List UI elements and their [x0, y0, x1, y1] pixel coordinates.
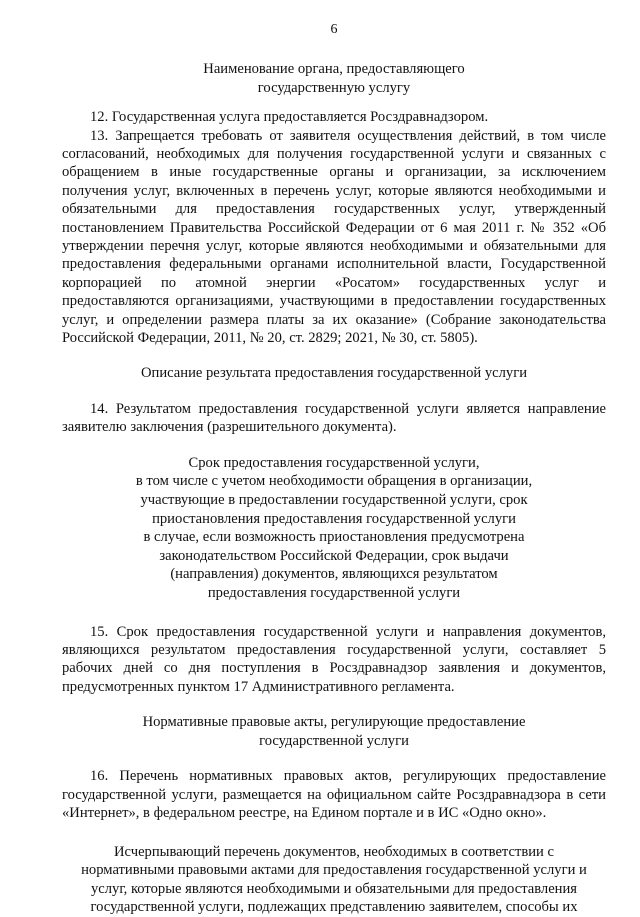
heading-line: нормативными правовыми актами для предоставления государственной услуги и — [81, 862, 587, 879]
section-heading-documents-list — [62, 843, 606, 917]
heading-line: участвующие в предоставлении государственной услуги, срок — [140, 492, 528, 509]
heading-line: предоставления государственной услуги — [207, 585, 461, 602]
heading-line: услуг, которые являются необходимыми и обязательными для предоставления — [90, 880, 578, 897]
heading-line: в том числе с учетом необходимости обращения в организации, — [135, 473, 533, 490]
paragraph-13: 13. Запрещается требовать от заявителя осуществления действий, в том числе согласований, необходимых для получения государственной услуги и связанных с обращением в иные государственные органы и организации, за исключением получения услуг, включенных в перечень услуг, которые являются необходимыми и обязательными для предоставления государственных услуг, утвержденный постановлением Правительства Российской Федерации от 6 мая 2011 г. № 352 «Об утверждении перечня услуг, которые являются необходимыми и обязательными для предоставления федеральными органами исполнительной власти, Государственной корпорацией по атомной энергии «Росатом» государственных услуг и предоставляются организациями, участвующими в предоставлении государственных услуг, и определении размера платы за их оказание» (Собрание законодательства Российской Федерации, 2011, № 20, ст. 2829; 2021, № 30, ст. 5805). — [62, 127, 606, 347]
section-heading-normative-acts — [62, 713, 606, 750]
heading-line: Исчерпывающий перечень документов, необходимых в соответствии с — [114, 843, 554, 860]
paragraph-14: 14. Результатом предоставления государственной услуги является направление заявителю заключения (разрешительного документа). — [62, 401, 606, 436]
heading-line: государственной услуги, подлежащих представлению заявителем, способы их — [90, 899, 578, 916]
heading-line: Нормативные правовые акты, регулирующие предоставление — [142, 714, 526, 731]
heading-line: (направления) документов, являющихся результатом — [170, 566, 498, 583]
heading-line: Срок предоставления государственной услуги, — [188, 454, 480, 471]
paragraph-15: 15. Срок предоставления государственной услуги и направления документов, являющихся результатом предоставления государственной услуги, составляет 5 рабочих дней со дня поступления в Росздравнадзор заявления и документов, предусмотренных пунктом 17 Административного регламента. — [62, 623, 606, 695]
section-heading-organ — [62, 60, 606, 97]
heading-line: приостановления предоставления государственной услуги — [152, 510, 516, 527]
section-heading-result — [62, 364, 606, 383]
heading-line: государственной услуги — [259, 732, 409, 749]
page-number: 6 — [330, 22, 338, 37]
heading-line: государственную услугу — [257, 79, 411, 96]
heading-line: законодательством Российской Федерации, срок выдачи — [159, 547, 509, 564]
section-heading-term — [62, 454, 606, 603]
paragraph-12: 12. Государственная услуга предоставляется Росздравнадзором. — [90, 109, 489, 126]
heading-line: Наименование органа, предоставляющего — [203, 61, 465, 77]
paragraph-16: 16. Перечень нормативных правовых актов, регулирующих предоставление государственной услуги, размещается на официальном сайте Росздравнадзора в сети «Интернет», в федеральном реестре, на Едином портале и в ИС «Одно окно». — [62, 768, 606, 822]
heading-line: Описание результата предоставления государственной услуги — [140, 365, 528, 382]
heading-line: в случае, если возможность приостановления предусмотрена — [143, 529, 525, 546]
